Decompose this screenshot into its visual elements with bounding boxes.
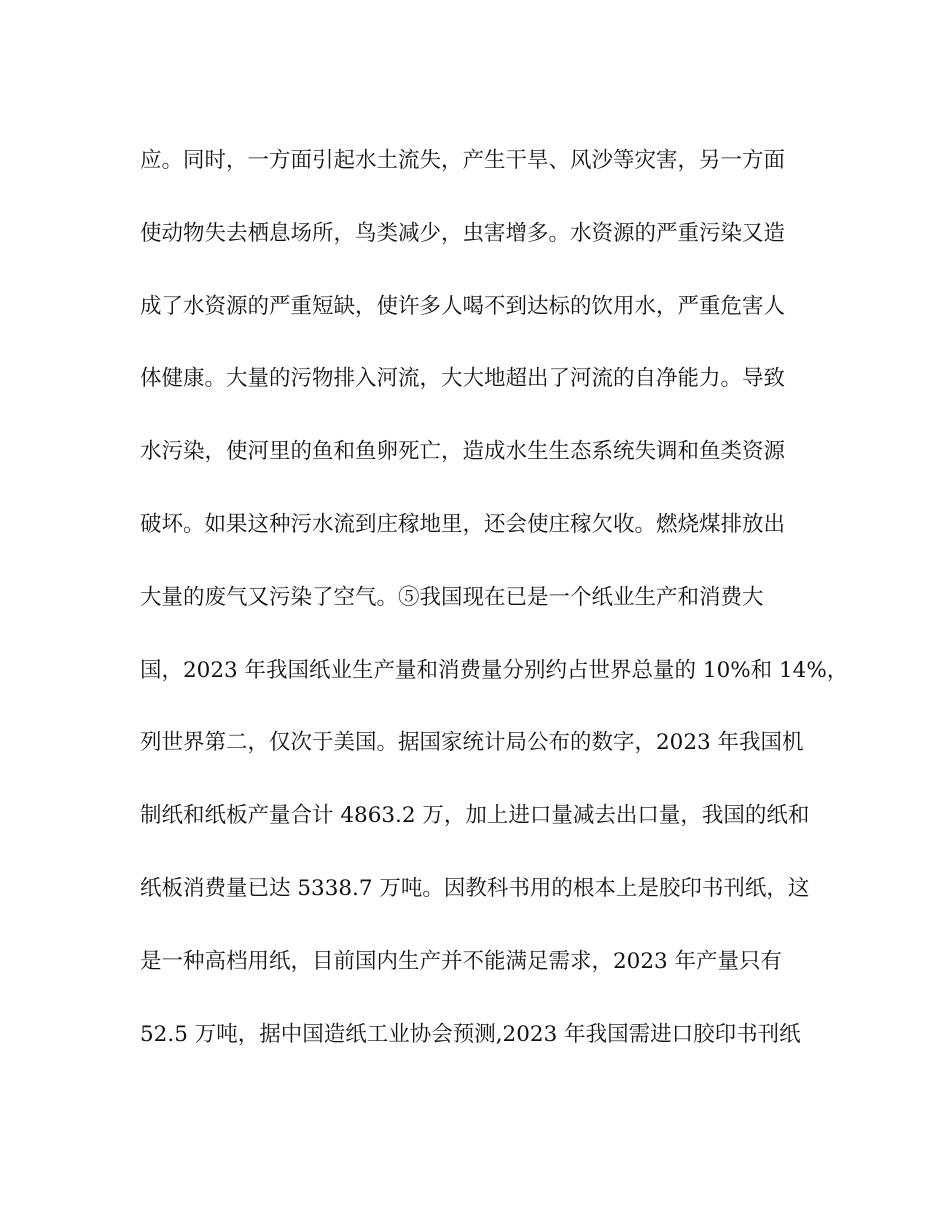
text-line-5: 水污染，使河里的鱼和鱼卵死亡，造成水生生态系统失调和鱼类资源: [140, 439, 786, 465]
body-text: [140, 136, 849, 1082]
text-line-8: 国，2023 年我国纸业生产量和消费量分别约占世界总量的 10%和 14%，: [140, 657, 849, 683]
text-line-1: 应。同时，一方面引起水土流失，产生干旱、风沙等灾害，另一方面: [140, 148, 786, 173]
text-line-11: 纸板消费量已达 5338.7 万吨。因教科书用的根本上是胶印书刊纸，这: [140, 875, 810, 901]
text-line-9: 列世界第二，仅次于美国。据国家统计局公布的数字，2023 年我国机: [140, 730, 804, 756]
text-line-7: 大量的废气又污染了空气。⑤我国现在已是一个纸业生产和消费大: [140, 584, 764, 610]
text-line-10: 制纸和纸板产量合计 4863.2 万，加上进口量减去出口量，我国的纸和: [140, 803, 810, 829]
text-line-3: 成了水资源的严重短缺，使许多人喝不到达标的饮用水，严重危害人: [140, 293, 786, 319]
text-line-4: 体健康。大量的污物排入河流，大大地超出了河流的自净能力。导致: [140, 366, 786, 392]
text-line-12: 是一种高档用纸，目前国内生产并不能满足需求，2023 年产量只有: [140, 948, 783, 974]
text-line-13: 52.5 万吨，据中国造纸工业协会预测,2023 年我国需进口胶印书刊纸: [140, 1021, 801, 1047]
text-line-2: 使动物失去栖息场所，鸟类减少，虫害增多。水资源的严重污染又造: [140, 220, 786, 246]
text-line-6: 破坏。如果这种污水流到庄稼地里，还会使庄稼欠收。燃烧煤排放出: [140, 511, 786, 537]
